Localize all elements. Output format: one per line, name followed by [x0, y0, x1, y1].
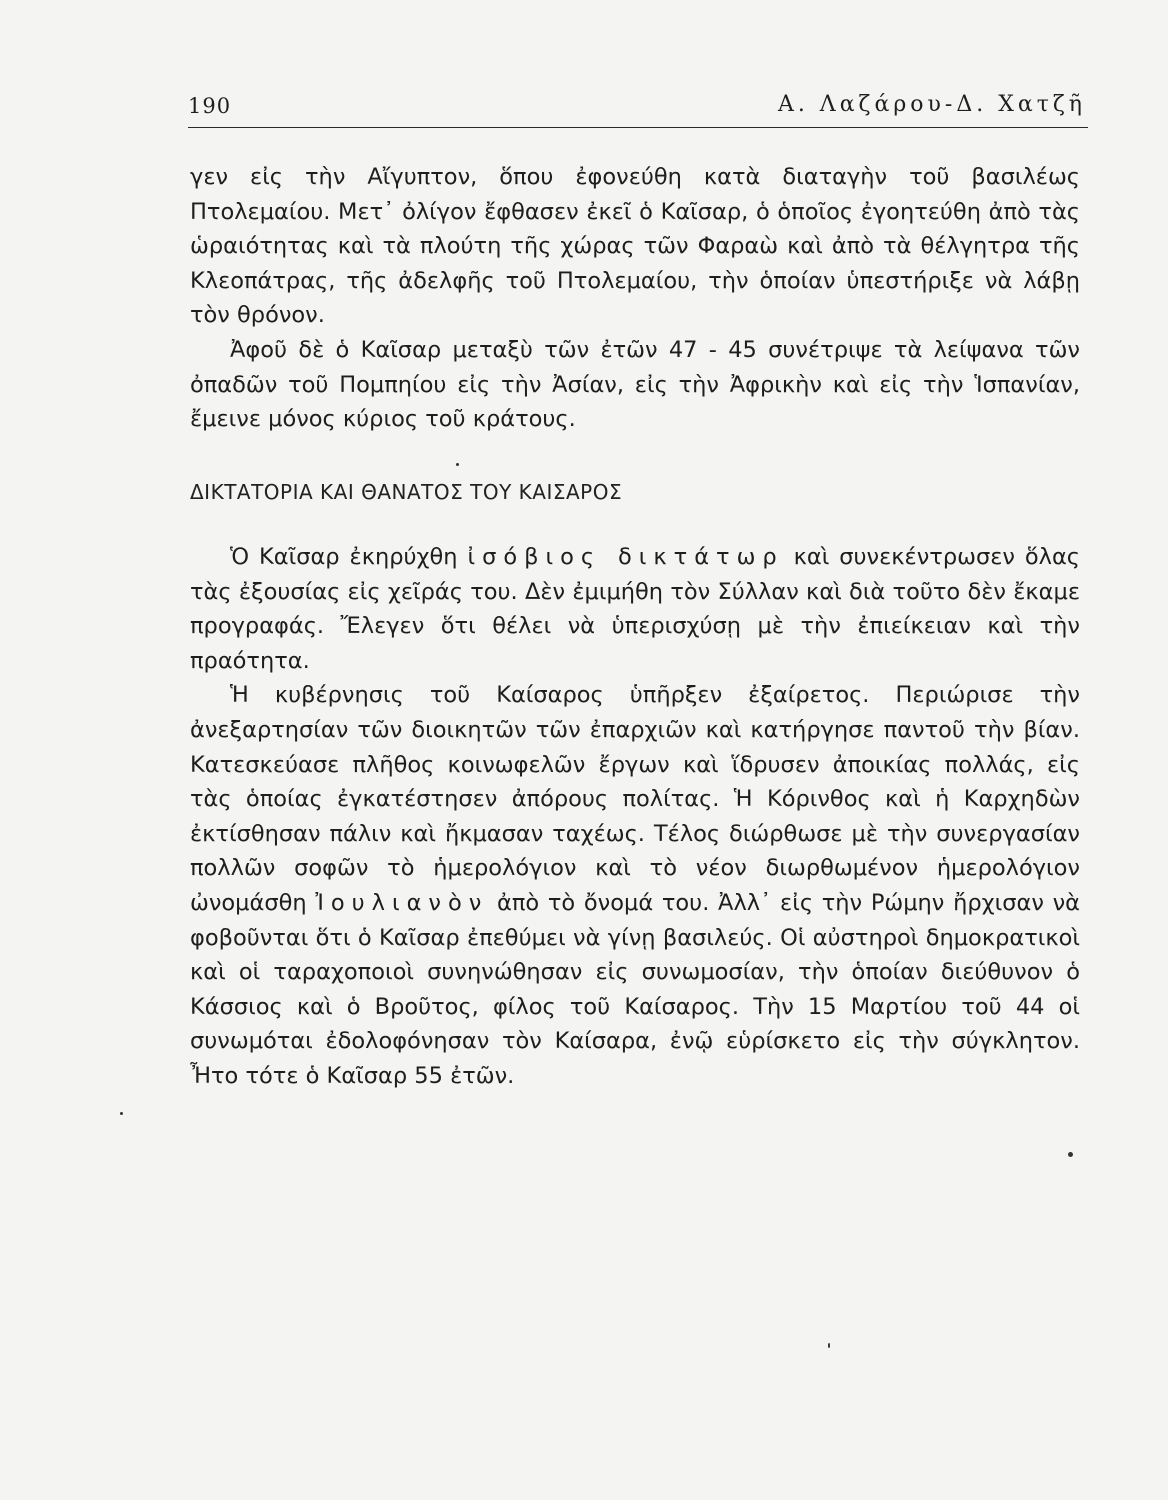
- page-header: [188, 92, 1088, 128]
- scan-speck: [1068, 1152, 1073, 1157]
- section-heading: ΔΙΚΤΑΤΟΡΙΑ ΚΑΙ ΘΑΝΑΤΟΣ ΤΟΥ ΚΑΙΣΑΡΟΣ: [190, 480, 623, 504]
- section-body: [190, 540, 1080, 1094]
- header-rule: [188, 127, 1088, 128]
- paragraph-3-spaced: ἰσόβιος δικτάτωρ: [467, 544, 784, 570]
- scan-speck: [456, 463, 459, 466]
- paragraph-4-start: Ἡ κυβέρνησις τοῦ Καίσαρος ὑπῆρξεν ἐξαίρετος. Περιώρισε τὴν ἀνεξαρτησίαν τῶν διοικητῶν τῶν ἐπαρχιῶν καὶ κατήργησε παντοῦ τὴν βίαν. Κατεσκεύασε πλῆθος κοινωφελῶν ἔργων καὶ ἵδρυσεν ἀποικίας πολλάς, εἰς τὰς ὁποίας ἐγκατέστησεν ἀπόρους πολίτας. Ἡ Κόρινθος καὶ ἡ Καρχηδὼν ἐκτίσθησαν πάλιν καὶ ἤκμασαν ταχέως. Τέλος διώρθωσε μὲ τὴν συνεργασίαν πολλῶν σοφῶν τὸ ἡμερολόγιον καὶ τὸ νέον διωρθωμένον ἡμερολόγιον ὠνομάσθη: [190, 682, 1080, 916]
- paragraph-3-rest: καὶ συνεκέντρωσεν ὅλας τὰς ἐξουσίας εἰς χεῖράς του. Δὲν ἐμιμήθη τὸν Σύλλαν καὶ διὰ τοῦτο δὲν ἔκαμε προγραφάς. Ἔλεγεν ὅτι θέλει νὰ ὑπερισχύσῃ μὲ τὴν ἐπιείκειαν καὶ τὴν πραότητα.: [190, 544, 1080, 674]
- paragraph-2: Ἀφοῦ δὲ ὁ Καῖσαρ μεταξὺ τῶν ἐτῶν 47 - 45 συνέτριψε τὰ λείψανα τῶν ὀπαδῶν τοῦ Πομπηίου εἰς τὴν Ἀσίαν, εἰς τὴν Ἀφρικὴν καὶ εἰς τὴν Ἱσπανίαν, ἔμεινε μόνος κύριος τοῦ κράτους.: [190, 336, 1080, 433]
- paragraph-1: γεν εἰς τὴν Αἴγυπτον, ὅπου ἐφονεύθη κατὰ διαταγὴν τοῦ βασιλέως Πτολεμαίου. Μετ᾽ ὀλίγον ἔφθασεν ἐκεῖ ὁ Καῖσαρ, ὁ ὁποῖος ἐγοητεύθη ἀπὸ τὰς ὡραιότητας καὶ τὰ πλούτη τῆς χώρας τῶν Φαραὼ καὶ ἀπὸ τὰ θέλγητρα τῆς Κλεοπάτρας, τῆς ἀδελφῆς τοῦ Πτολεμαίου, τὴν ὁποίαν ὑπεστήριξε νὰ λάβῃ τὸν θρόνον.: [190, 164, 1080, 329]
- paragraph-4-spaced: Ἰουλιανὸν: [315, 889, 489, 916]
- paragraph-3: [190, 540, 1080, 678]
- running-head: Α. Λαζάρου-Δ. Χατζῆ: [777, 92, 1086, 117]
- paragraph-4: [190, 678, 1080, 1093]
- page-number: 190: [188, 94, 232, 118]
- body-text: [190, 160, 1080, 437]
- scan-speck: [828, 1343, 830, 1348]
- scan-speck: [120, 1112, 123, 1115]
- paragraph-4-rest: ἀπὸ τὸ ὄνομά του. Ἀλλ᾽ εἰς τὴν Ρώμην ἤρχισαν νὰ φοβοῦνται ὅτι ὁ Καῖσαρ ἐπεθύμει νὰ γίνῃ βασιλεύς. Οἱ αὐστηροὶ δημοκρατικοὶ καὶ οἱ ταραχοποιοὶ συνηνώθησαν εἰς συνωμοσίαν, τὴν ὁποίαν διεύθυνον ὁ Κάσσιος καὶ ὁ Βροῦτος, φίλος τοῦ Καίσαρος. Τὴν 15 Μαρτίου τοῦ 44 οἱ συνωμόται ἐδολοφόνησαν τὸν Καίσαρα, ἐνῷ εὑρίσκετο εἰς τὴν σύγκλητον. Ἦτο τότε ὁ Καῖσαρ 55 ἐτῶν.: [190, 889, 1080, 1089]
- paragraph-3-start: Ὁ Καῖσαρ ἐκηρύχθη: [230, 544, 468, 570]
